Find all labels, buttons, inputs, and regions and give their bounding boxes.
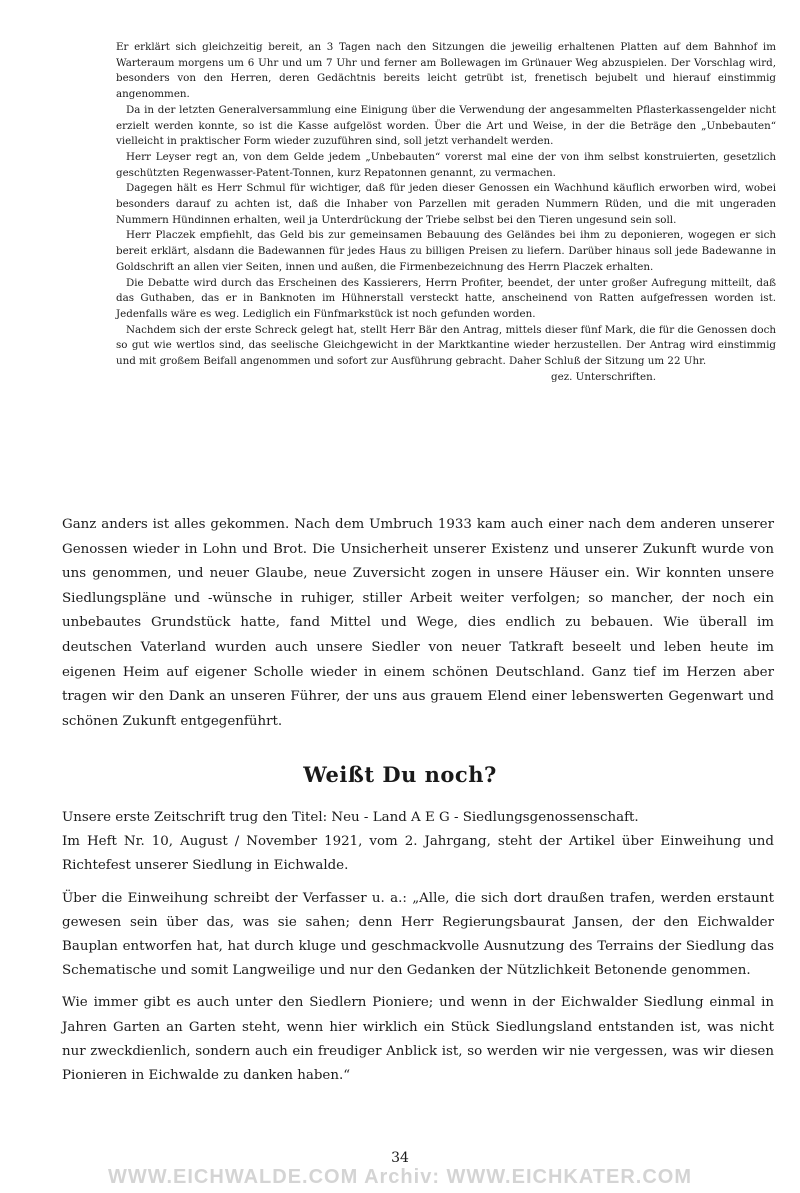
section-paragraph: Im Heft Nr. 10, August / November 1921, vom 2. Jahrgang, steht der Artikel über Einweihung und Richtefest unserer Siedlung in Eichwalde. xyxy=(62,834,774,874)
watermark-footer: WWW.EICHWALDE.COM Archiv: WWW.EICHKATER.COM xyxy=(107,1166,693,1188)
meeting-minutes xyxy=(116,40,776,385)
minutes-paragraph: Er erklärt sich gleichzeitig bereit, an 3 Tagen nach den Sitzungen die jeweilig erhaltenen Platten auf dem Bahnhof im Warteraum morgens um 6 Uhr und um 7 Uhr und ferner am Bollewagen im Grünauer Weg abzuspielen. Der Vorschlag wird, besonders von den Herren, deren Gedächtnis bereits leicht getrübt ist, frenetisch bejubelt und hierauf einstimmig angenommen. xyxy=(116,41,776,101)
section-body xyxy=(62,806,774,1088)
minutes-paragraph: Dagegen hält es Herr Schmul für wichtiger, daß für jeden dieser Genossen ein Wachhund käuflich erworben wird, wobei besonders darauf zu achten ist, daß die Inhaber von Parzellen mit geraden Nummern Rüden, und die mit ungeraden Nummern Hündinnen erhalten, weil ja Unterdrückung der Triebe selbst bei den Tieren ungesund sein soll. xyxy=(116,182,776,226)
page-number: 34 xyxy=(391,1150,409,1166)
section-paragraph: Wie immer gibt es auch unter den Siedlern Pioniere; und wenn in der Eichwalder Siedlung einmal in Jahren Garten an Garten steht, wenn hier wirklich ein Stück Siedlungsland entstanden ist, was nicht nur zweckdienlich, sondern auch ein freudiger Anblick ist, so werden wir nie vergessen, was wir diesen Pionieren in Eichwalde zu danken haben.“ xyxy=(62,995,774,1084)
section-heading: Weißt Du noch? xyxy=(303,762,497,787)
minutes-paragraph: Nachdem sich der erste Schreck gelegt hat, stellt Herr Bär den Antrag, mittels dieser fünf Mark, die für die Genossen doch so gut wie wertlos sind, das seelische Gleichgewicht in der Marktkantine wieder herzustellen. Der Antrag wird einstimmig und mit großem Beifall angenommen und sofort zur Ausführung gebracht. Daher Schluß der Sitzung um 22 Uhr. xyxy=(116,323,776,368)
section-paragraph: Unsere erste Zeitschrift trug den Titel: Neu - Land A E G - Siedlungsgenossenschaft. xyxy=(62,810,639,825)
main-text xyxy=(62,513,774,734)
minutes-paragraph: Da in der letzten Generalversammlung eine Einigung über die Verwendung der angesammelten Pflasterkassengelder nicht erzielt werden konnte, so ist die Kasse aufgelöst worden. Über die Art und Weise, in der die Beträge den „Unbebauten“ vielleicht in praktischer Form wieder zuzuführen sind, soll jetzt verhandelt werden. xyxy=(116,103,776,148)
minutes-paragraph: Die Debatte wird durch das Erscheinen des Kassierers, Herrn Profiter, beendet, der unter großer Aufregung mitteilt, daß das Guthaben, das er in Banknoten im Hühnerstall versteckt hatte, anscheinend von Ratten aufgefressen worden ist. Jedenfalls wäre es weg. Lediglich ein Fünfmarkstück ist noch gefunden worden. xyxy=(116,276,776,320)
section-paragraph: Über die Einweihung schreibt der Verfasser u. a.: „Alle, die sich dort draußen trafen, werden erstaunt gewesen sein über das, was sie sahen; denn Herr Regierungsbaurat Jansen, der den Eichwalder Bauplan entworfen hat, hat durch kluge und geschmackvolle Ausnutzung des Terrains der Siedlung das Schematische und somit Langweilige und nur den Gedanken der Nützlichkeit Betonende genommen. xyxy=(62,890,774,979)
main-paragraph: Ganz anders ist alles gekommen. Nach dem Umbruch 1933 kam auch einer nach dem anderen unserer Genossen wieder in Lohn und Brot. Die Unsicherheit unserer Existenz und unserer Zukunft wurde von uns genommen, und neuer Glaube, neue Zuversicht zogen in unsere Häuser ein. Wir konnten unsere Siedlungspläne und -wünsche in ruhiger, stiller Arbeit weiter verfolgen; so mancher, der noch ein unbebautes Grundstück hatte, fand Mittel und Wege, dies endlich zu bebauen. Wie überall im deutschen Vaterland wurden auch unsere Siedler von neuer Tatkraft beseelt und leben heute im eigenen Heim auf eigener Scholle wieder in einem schönen Deutschland. Ganz tief im Herzen aber tragen wir den Dank an unseren Führer, der uns aus grauem Elend einer lebenswerten Gegenwart und schönen Zukunft entgegenführt. xyxy=(62,517,774,729)
minutes-signature: gez. Unterschriften. xyxy=(551,370,656,383)
minutes-paragraph: Herr Placzek empfiehlt, das Geld bis zur gemeinsamen Bebauung des Geländes bei ihm zu deponieren, wogegen er sich bereit erklärt, alsdann die Badewannen für jedes Haus zu billigen Preisen zu liefern. Darüber hinaus soll jede Badewanne in Goldschrift an allen vier Seiten, innen und außen, die Firmenbezeichnung des Herrn Placzek erhalten. xyxy=(116,229,776,273)
minutes-paragraph: Herr Leyser regt an, von dem Gelde jedem „Unbebauten“ vorerst mal eine der von ihm selbst konstruierten, gesetzlich geschützten Regenwasser-Patent-Tonnen, kurz Repatonnen genannt, zu vermachen. xyxy=(116,150,776,179)
